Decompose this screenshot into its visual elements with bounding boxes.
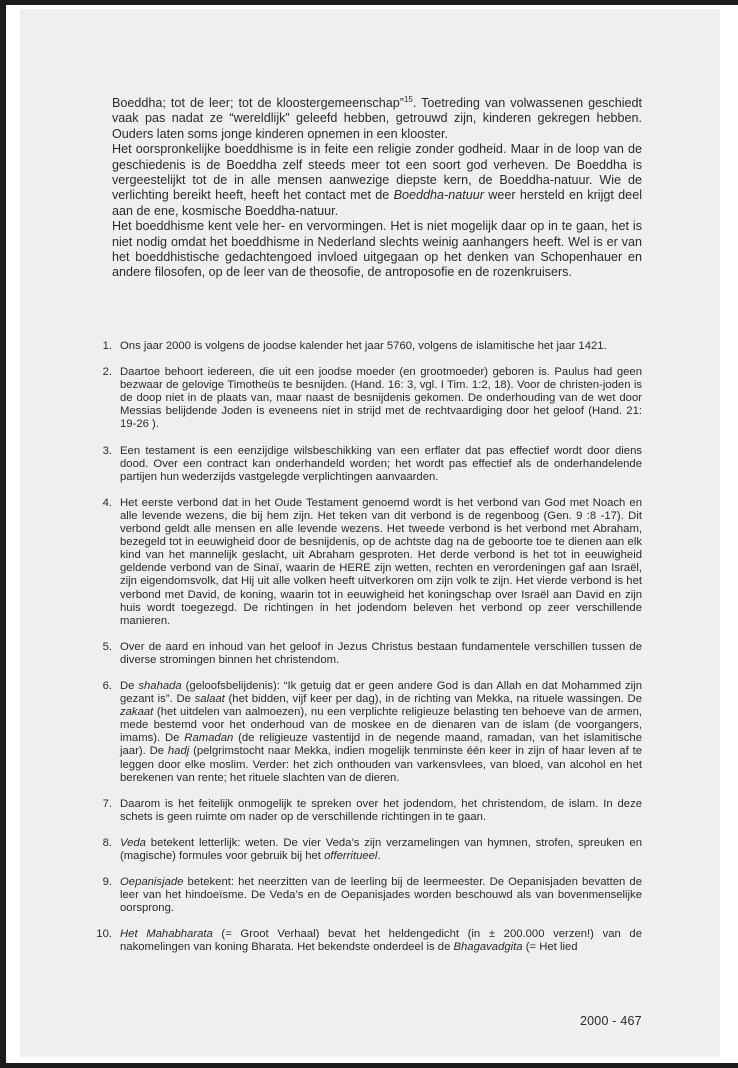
footnote-text: De shahada (geloofsbelijdenis): “Ik getuig dat er geen andere God is dan Allah en dat Mohammed zijn gezant is”. De salaat (het bidden, vijf keer per dag), in de richting van Mekka, na rituele wassingen. De zakaat (het uitdelen van aalmoezen), nu een verplichte religieuze belasting ten behoeve van de armen, mede bestemd voor het onderhoud van de moskee en de dienaren van de islam (de voorgangers, imams). De Ramadan (de religieuze vastentijd in de negende maand, ramadan, van het islamitische jaar). De hadj (pelgrimstocht naar Mekka, indien mogelijk tenminste één keer in zijn of haar leven af te leggen door elke moslim. Verder: het zich onthouden van varkensvlees, van bloed, van alcohol en het berekenen van rente; het rituele slachten van de dieren.	[120, 679, 642, 784]
footnote-number: 6.	[102, 679, 112, 692]
footnote-text: Over de aard en inhoud van het geloof in Jezus Christus bestaan fundamentele verschillen tussen de diverse stromingen binnen het christendom.	[120, 640, 642, 666]
footnote-4	[96, 497, 642, 628]
footnote-number: 1.	[102, 340, 112, 352]
footnote-number: 4.	[102, 496, 112, 509]
footnote-1	[96, 340, 642, 353]
footnote-10	[96, 928, 642, 954]
footnote-text: Een testament is een eenzijdige wilsbeschikking van een erflater dat pas effectief wordt door diens dood. Over een contract kan onderhandeld worden; het wordt pas effectief als de onderhandelende partijen hun wederzijds vastgelegde verplichtingen aanvaarden.	[120, 444, 642, 483]
footnote-text: Veda betekent letterlijk: weten. De vier Veda’s zijn verzamelingen van hymnen, strofen, spreuken en (magische) formules voor gebruik bij het offerritueel.	[120, 836, 642, 862]
scan-border-top	[0, 0, 738, 5]
footnote-number: 2.	[102, 366, 112, 379]
footnote-7	[96, 798, 642, 824]
footnote-6	[96, 680, 642, 785]
footnote-8	[96, 837, 642, 863]
footnotes	[96, 340, 642, 968]
body-text	[112, 96, 642, 281]
footnote-number: 10.	[96, 928, 112, 941]
footnote-text: Daarom is het feitelijk onmogelijk te spreken over het jodendom, het christendom, de islam. In deze schets is geen ruimte om nader op de verschillende richtingen in te gaan.	[120, 797, 642, 823]
scan-border-bottom	[0, 1063, 738, 1068]
paragraph-sangha: Boeddha; tot de leer; tot de kloostergemeenschap”$^{15}$. Toetreding van volwassenen geschiedt vaak pas nadat ze “wereldlijk” geleefd hebben, getrouwd zijn, kinderen gekregen hebben. Ouders laten soms jonge kinderen opnemen in een klooster.	[112, 94, 643, 141]
footnote-text: Oepanisjade betekent: het neerzitten van de leerling bij de leermeester. De Oepanisjaden bevatten de leer van het hindoeïsme. De Veda’s en de Oepanisjades worden beschouwd als van bovenmenselijke oorsprong.	[120, 876, 642, 915]
page-number: 2000 - 467	[580, 1014, 642, 1028]
footnote-number: 3.	[102, 444, 112, 457]
footnote-text: Het eerste verbond dat in het Oude Testament genoemd wordt is het verbond van God met Noach en alle levende wezens, die bij hem zijn. Het teken van dit verbond is de regenboog (Gen. 9 :8 -17). Dit verbond geldt alle mensen en alle levende wezens. Het tweede verbond is het verbond met Abraham, bezegeld tot in eeuwigheid door de besnijdenis, op de achtste dag na de geboorte toe te dienen aan elk kind van het mannelijk geslacht, uit Abraham gesproten. Het derde verbond is het tot in eeuwigheid geldende verbond van de Sinaï, waarin de HERE zijn wetten, rechten en verordeningen gaf aan Israël, zijn eigendomsvolk, dat Hij uit alle volken heeft uitverkoren om zijn volk te zijn. Het vierde verbond is het verbond met David, de koning, waarin tot in eeuwigheid het koningschap over Israël aan David en zijn huis wordt toegezegd. De richtingen in het jodendom beleven het verbond op zeer verschillende manieren.	[120, 496, 642, 627]
footnote-text: Daartoe behoort iedereen, die uit een joodse moeder (en grootmoeder) geboren is. Paulus had geen bezwaar de gelovige Timotheüs te besnijden. (Hand. 16: 3, vgl. I Tim. 1:2, 18). Voor de christen-joden is de doop niet in de plaats van, maar naast de besnijdenis gekomen. De onderhouding van de wet door Messias belijdende Joden is eveneens niet in strijd met de rechtvaardiging door het geloof (Hand. 21: 19-26 ).	[120, 366, 642, 431]
footnote-number: 5.	[102, 640, 112, 653]
footnote-2	[96, 366, 642, 431]
paragraph-vervormingen: Het boeddhisme kent vele her- en vervormingen. Het is niet mogelijk daar op in te gaan, het is niet nodig omdat het boeddhisme in Nederland slechts weinig aanhangers heeft. Wel is er van het boeddhistische gedachtengoed invloed uitgegaan op het denken van Schopenhauer en andere filosofen, op de leer van de theosofie, de antroposofie en de rozenkruisers.	[112, 219, 642, 280]
scan-border-left	[0, 0, 6, 1068]
footnote-reference-15: 15	[403, 94, 413, 104]
footnote-number: 9.	[102, 876, 112, 889]
footnote-number: 8.	[102, 836, 112, 849]
paragraph-boeddha-natuur: Het oorspronkelijke boeddhisme is in feite een religie zonder godheid. Maar in de loop van de geschiedenis is de Boeddha zelf steeds meer tot een soort god verheven. De Boeddha is vergeestelijkt tot de in alle mensen aanwezige diepste kern, de Boeddha-natuur. Wie de verlichting bereikt heeft, heeft het contact met de Boeddha-natuur weer hersteld en krijgt deel aan de ene, kosmische Boeddha-natuur.	[112, 142, 642, 218]
footnote-text: Het Mahabharata (= Groot Verhaal) bevat het heldengedicht (in ± 200.000 verzen!) van de nakomelingen van koning Bharata. Het bekendste onderdeel is de Bhagavadgita (= Het lied	[120, 928, 642, 954]
footnote-text: Ons jaar 2000 is volgens de joodse kalender het jaar 5760, volgens de islamitische het jaar 1421.	[120, 340, 607, 352]
footnote-number: 7.	[102, 797, 112, 810]
footnote-5	[96, 641, 642, 667]
footnote-3	[96, 445, 642, 484]
footnote-9	[96, 876, 642, 915]
